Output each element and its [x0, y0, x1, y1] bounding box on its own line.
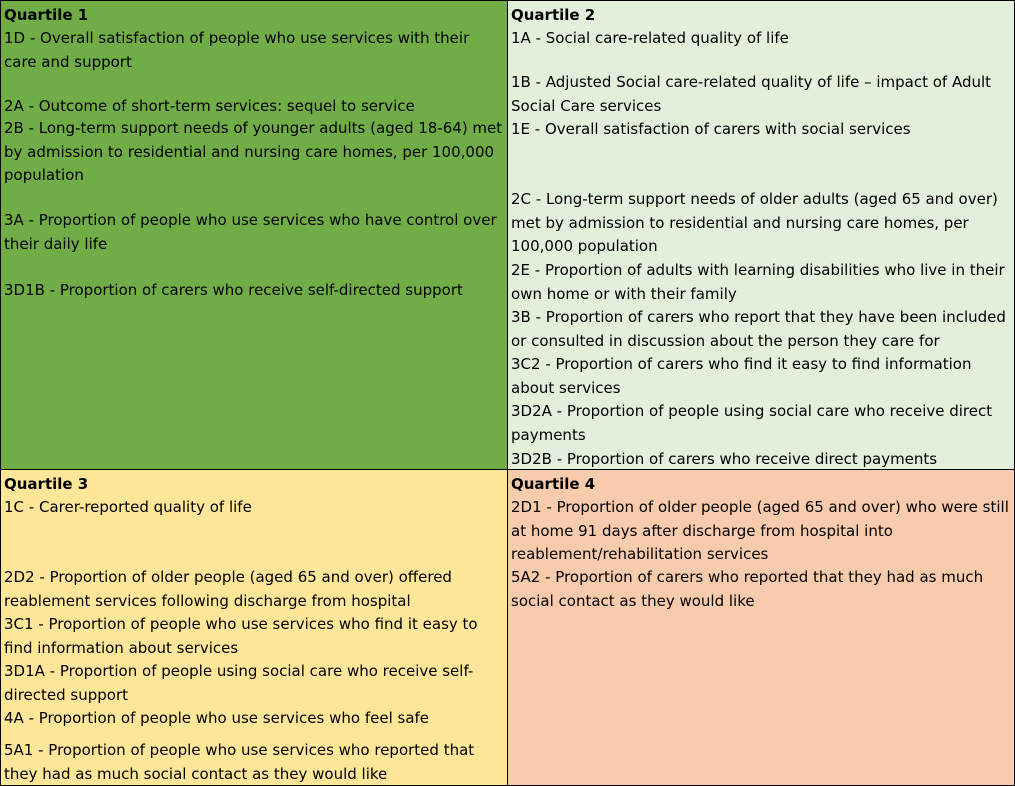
quartile-2-item-3d2b: 3D2B - Proportion of carers who receive direct payments — [511, 450, 938, 468]
quartile-3-item-4a: 4A - Proportion of people who use services who feel safe — [4, 709, 430, 727]
quartile-2-item-1e: 1E - Overall satisfaction of carers with social services — [511, 120, 911, 138]
quartile-3-item-2d2: 2D2 - Proportion of older people (aged 65 and over) offered reablement services following discharge from hospital — [4, 568, 452, 610]
quartile-2-item-1a: 1A - Social care-related quality of life — [511, 29, 789, 47]
quartile-2-title: Quartile 2 — [511, 6, 596, 24]
quartile-1-item-2b: 2B - Long-term support needs of younger adults (aged 18-64) met by admission to residential and nursing care homes, per 100,000 population — [4, 119, 503, 185]
quartile-3-cell — [0, 469, 508, 786]
quartile-3-item-3c1: 3C1 - Proportion of people who use services who find it easy to find information about services — [4, 615, 478, 657]
quartile-2-item-3b: 3B - Proportion of carers who report that they have been included or consulted in discussion about the person they care for — [511, 308, 1006, 350]
quartile-2-item-2c: 2C - Long-term support needs of older adults (aged 65 and over) met by admission to residential and nursing care homes, per 100,000 population — [511, 190, 998, 256]
quartile-4-item-2d1: 2D1 - Proportion of older people (aged 65 and over) who were still at home 91 days after discharge from hospital into reablement/rehabilitation services — [511, 498, 1009, 564]
quartile-3-item-1c: 1C - Carer-reported quality of life — [4, 498, 252, 516]
quartile-1-item-3a: 3A - Proportion of people who use services who have control over their daily life — [4, 211, 497, 253]
quartile-4-item-5a2: 5A2 - Proportion of carers who reported that they had as much social contact as they would like — [511, 568, 984, 610]
quartile-1-cell — [0, 0, 508, 470]
quartile-2-cell — [507, 0, 1015, 470]
quartile-2-item-2e: 2E - Proportion of adults with learning disabilities who live in their own home or with their family — [511, 261, 1005, 303]
quartile-1-item-3d1b: 3D1B - Proportion of carers who receive self-directed support — [4, 281, 463, 299]
quartile-3-title: Quartile 3 — [4, 475, 89, 493]
quartile-3-item-5a1: 5A1 - Proportion of people who use services who reported that they had as much social contact as they would like — [4, 741, 475, 783]
quartile-1-item-2a: 2A - Outcome of short-term services: sequel to service — [4, 97, 415, 115]
quartile-2-item-3c2: 3C2 - Proportion of carers who find it easy to find information about services — [511, 355, 972, 397]
quartile-2-item-1b: 1B - Adjusted Social care-related quality of life – impact of Adult Social Care services — [511, 73, 992, 115]
quartile-4-cell — [507, 469, 1015, 786]
quartile-3-item-3d1a: 3D1A - Proportion of people using social care who receive self-directed support — [4, 662, 474, 704]
quartile-1-item-1d: 1D - Overall satisfaction of people who use services with their care and support — [4, 29, 470, 71]
quartile-4-title: Quartile 4 — [511, 475, 596, 493]
quartile-2-item-3d2a: 3D2A - Proportion of people using social care who receive direct payments — [511, 402, 993, 444]
quartile-1-title: Quartile 1 — [4, 6, 89, 24]
